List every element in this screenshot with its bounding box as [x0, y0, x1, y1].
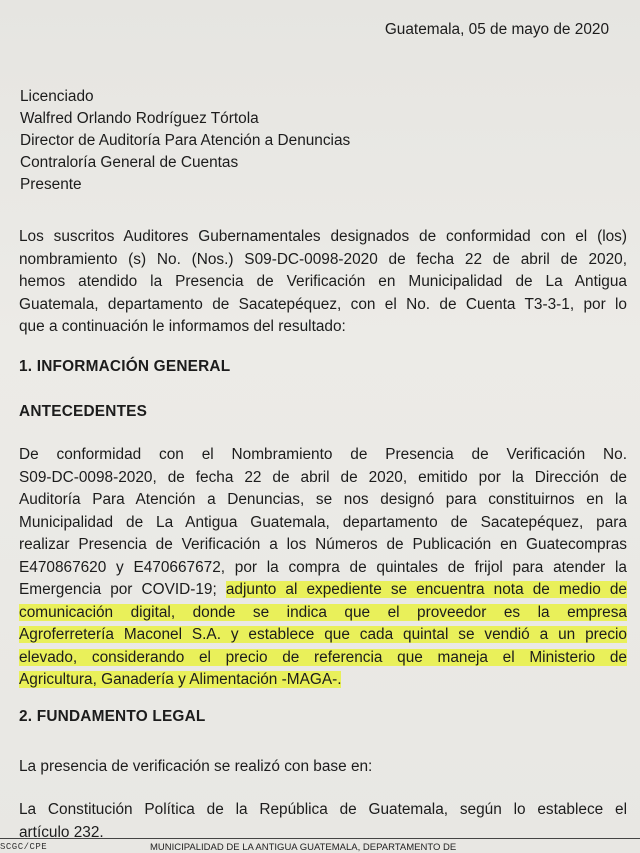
antecedentes-line-highlighted — [19, 669, 627, 692]
footer-code: SCGC/CPE — [0, 842, 48, 852]
intro-line: nombramiento (s) No. (Nos.) S09-DC-0098-2020 de fecha 22 de abril de 2020, — [19, 250, 627, 268]
antecedentes-line-mixed — [19, 579, 627, 602]
antecedentes-line: Auditoría Para Atención a Denuncias, se nos designó para constituirnos en la — [19, 491, 627, 508]
antecedentes-paragraph — [19, 444, 627, 692]
antecedentes-line: realizar Presencia de Verificación a los Números de Publicación en Guatecompras — [19, 536, 627, 553]
highlighted-text: Agricultura, Ganadería y Alimentación -MAGA-. — [19, 671, 342, 688]
constitucion-line: artículo 232. — [19, 823, 104, 841]
antecedentes-line-highlighted — [19, 624, 627, 647]
highlighted-text: elevado, considerando el precio de referencia que maneja el Ministerio de — [19, 648, 627, 666]
fundamento-line: La presencia de verificación se realizó con base en: — [19, 758, 373, 775]
intro-line: Guatemala, departamento de Sacatepéquez, con el No. de Cuenta T3-3-1, por lo — [19, 295, 627, 313]
antecedentes-line-highlighted — [19, 602, 627, 625]
section-2-heading: 2. FUNDAMENTO LEGAL — [19, 708, 206, 725]
antecedentes-line-highlighted — [19, 647, 627, 670]
plain-text: Emergencia por COVID-19; — [19, 581, 226, 598]
intro-paragraph — [19, 226, 627, 339]
highlighted-text: adjunto al expediente se encuentra nota de medio de — [225, 581, 627, 598]
intro-line: que a continuación le informamos del resultado: — [19, 318, 346, 335]
addressee-presente: Presente — [20, 176, 82, 193]
intro-line: Los suscritos Auditores Gubernamentales designados de conformidad con el (los) — [19, 228, 627, 245]
addressee-institution: Contraloría General de Cuentas — [20, 154, 239, 171]
letter-date: Guatemala, 05 de mayo de 2020 — [384, 21, 609, 38]
constitucion-line: La Constitución Política de la República de Guatemala, según lo establece el — [19, 801, 627, 818]
antecedentes-line: De conformidad con el Nombramiento de Presencia de Verificación No. — [19, 446, 627, 463]
highlighted-text: comunicación digital, donde se indica que el proveedor es la empresa — [19, 603, 627, 621]
antecedentes-heading: ANTECEDENTES — [19, 403, 148, 420]
addressee-title: Licenciado — [20, 88, 94, 105]
footer-divider — [0, 838, 640, 839]
antecedentes-line: E470867620 y E470667672, por la compra de quintales de frijol para atender la — [19, 558, 627, 576]
antecedentes-line: S09-DC-0098-2020, de fecha 22 de abril de 2020, emitido por la Dirección de — [19, 468, 627, 486]
addressee-name: Walfred Orlando Rodríguez Tórtola — [20, 110, 259, 127]
addressee-block — [20, 86, 350, 196]
section-1-heading: 1. INFORMACIÓN GENERAL — [19, 358, 231, 375]
highlighted-text: Agroferretería Maconel S.A. y establece que cada quintal se vendió a un precio — [19, 626, 627, 643]
addressee-position: Director de Auditoría Para Atención a Denuncias — [20, 132, 351, 149]
intro-line: hemos atendido la Presencia de Verificación en Municipalidad de La Antigua — [19, 273, 627, 290]
footer-header-text: MUNICIPALIDAD DE LA ANTIGUA GUATEMALA, DEPARTAMENTO DE — [150, 842, 457, 853]
antecedentes-line: Municipalidad de La Antigua Guatemala, departamento de Sacatepéquez, para — [19, 513, 627, 531]
fundamento-intro — [19, 756, 627, 779]
